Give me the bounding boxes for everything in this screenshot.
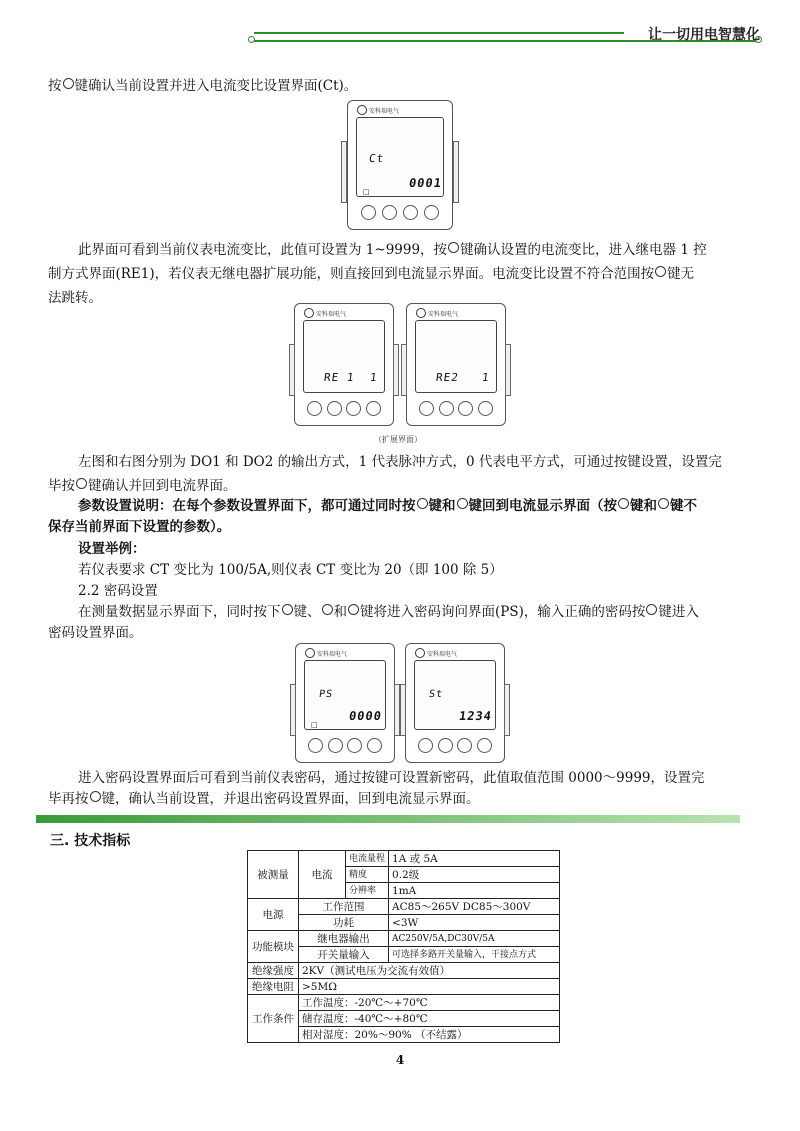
- lcd-value: 0000: [348, 709, 383, 723]
- meter-button-2: [327, 401, 342, 416]
- meter-side-clip-right: [505, 344, 511, 396]
- cell-work-range-value: AC85～265V DC85～300V: [389, 899, 560, 915]
- cell-measured: 被测量: [248, 851, 299, 899]
- right-key-icon: [348, 604, 359, 615]
- cell-accuracy-label: 精度: [346, 867, 389, 883]
- cell-function: 功能模块: [248, 931, 299, 963]
- meter-button-3: [347, 738, 362, 753]
- meter-brand: 安科瑞电气: [416, 308, 458, 318]
- cell-condition-1: 工作温度：-20℃～+70℃: [299, 995, 560, 1011]
- meter-side-clip-left: [401, 344, 407, 396]
- meter-brand: 安科瑞电气: [305, 648, 347, 658]
- meter-screen: [356, 117, 444, 197]
- lcd-value: 1: [481, 371, 491, 384]
- meter-ps: [295, 643, 395, 763]
- cell-resolution-value: 1mA: [389, 883, 560, 899]
- meter-button-1: [419, 401, 434, 416]
- meter-side-clip-left: [289, 344, 295, 396]
- cell-power: 电源: [248, 899, 299, 931]
- set-key-icon: [63, 78, 74, 89]
- cell-relay-label: 继电器输出: [299, 931, 389, 947]
- left-key-icon: [282, 604, 293, 615]
- para-ct-intro: 按 键确认当前设置并进入电流变比设置界面(Ct)。: [48, 78, 358, 94]
- para-param-note-2: 保存当前界面下设置的参数）。: [48, 519, 231, 535]
- meter-screen: [415, 320, 497, 393]
- lcd-value: 0001: [408, 176, 443, 190]
- up-key-icon: [322, 604, 333, 615]
- meter-button-2: [439, 401, 454, 416]
- brand-logo-icon: [305, 648, 315, 658]
- brand-logo-icon: [416, 308, 426, 318]
- section-title: 三. 技术指标: [50, 833, 131, 849]
- meter-brand: 安科瑞电气: [357, 105, 399, 115]
- meter-side-clip-left: [400, 684, 406, 736]
- para-password-set-2: 毕再按 键，确认当前设置，并退出密码设置界面，回到电流显示界面。: [48, 791, 480, 807]
- meter-button-4: [424, 205, 439, 220]
- meter-buttons: [305, 401, 383, 417]
- meter-st: [405, 643, 505, 763]
- lcd-indicator-icon: □: [311, 721, 318, 729]
- left-key-icon: [618, 498, 629, 509]
- meter-button-1: [307, 401, 322, 416]
- cell-condition-2: 储存温度：-40℃～+80℃: [299, 1011, 560, 1027]
- cell-insulation-strength-label: 绝缘强度: [248, 963, 299, 979]
- meter-screen: [304, 660, 386, 730]
- meter-button-3: [457, 738, 472, 753]
- cell-relay-value: AC250V/5A,DC30V/5A: [389, 931, 560, 947]
- header-dot-left: [248, 36, 255, 43]
- cell-accuracy-value: 0.2级: [389, 867, 560, 883]
- lcd-value: 1234: [458, 709, 493, 723]
- para-password-2: 密码设置界面。: [48, 625, 143, 641]
- cell-condition-3: 相对湿度：20%～90% （不结露）: [299, 1027, 560, 1043]
- meter-button-2: [382, 205, 397, 220]
- lcd-label: St: [428, 689, 444, 700]
- set-key-icon: [90, 791, 101, 802]
- lcd-label: PS: [318, 689, 334, 700]
- meter-button-1: [308, 738, 323, 753]
- brand-logo-icon: [357, 105, 367, 115]
- meter-buttons: [416, 738, 494, 754]
- para-ct-description: 此界面可看到当前仪表电流变比，此值可设置为 1~9999，按 键确认设置的电流变比，进入继电器 1 控: [78, 242, 707, 258]
- subsection-title: 2.2 密码设置: [78, 583, 158, 599]
- meter-button-1: [418, 738, 433, 753]
- spec-table: [247, 850, 560, 1043]
- para-ct-description-2: 制方式界面(RE1)，若仪表无继电器扩展功能，则直接回到电流显示界面。电流变比设置不符合范围按 键无: [48, 266, 695, 282]
- set-key-icon: [76, 478, 87, 489]
- right-key-icon: [457, 498, 468, 509]
- brand-logo-icon: [304, 308, 314, 318]
- set-key-icon: [448, 242, 459, 253]
- meter-button-4: [367, 738, 382, 753]
- header-slogan: 让一切用电智慧化: [648, 27, 760, 43]
- lcd-indicator-icon: □: [363, 188, 370, 196]
- para-password: 在测量数据显示界面下，同时按下 键、 和 键将进入密码询问界面(PS)，输入正确的密码按 键进入: [78, 604, 699, 620]
- meter-button-2: [328, 738, 343, 753]
- lcd-label: Ct: [368, 152, 386, 165]
- cell-conditions: 工作条件: [248, 995, 299, 1043]
- lcd-label: RE2: [435, 371, 460, 384]
- meter-side-clip-right: [393, 344, 399, 396]
- meter-ct: [347, 100, 453, 230]
- cell-consumption-value: <3W: [389, 915, 560, 931]
- meter-buttons: [306, 738, 384, 754]
- brand-logo-icon: [415, 648, 425, 658]
- para-password-set: 进入密码设置界面后可看到当前仪表密码，通过按键可设置新密码，此值取值范围 0000～9999，设置完: [78, 770, 705, 786]
- meter-button-1: [361, 205, 376, 220]
- cell-switch-label: 开关量输入: [299, 947, 389, 963]
- cell-consumption-label: 功耗: [299, 915, 389, 931]
- cell-range-label: 电流量程: [346, 851, 389, 867]
- meter-side-clip-left: [290, 684, 296, 736]
- meter-button-3: [403, 205, 418, 220]
- set-key-icon: [646, 604, 657, 615]
- cell-insulation-resistance-label: 绝缘电阻: [248, 979, 299, 995]
- set-key-icon: [655, 266, 666, 277]
- lcd-label: RE 1: [323, 371, 356, 384]
- meter-buttons: [417, 401, 495, 417]
- meter-side-clip-left: [341, 141, 347, 203]
- header-line-upper: [254, 32, 624, 34]
- meter-side-clip-right: [453, 141, 459, 203]
- para-do-output-2: 毕按 键确认并回到电流界面。: [48, 478, 237, 494]
- cell-work-range-label: 工作范围: [299, 899, 389, 915]
- meter-button-3: [458, 401, 473, 416]
- meter-button-2: [438, 738, 453, 753]
- meter-screen: [303, 320, 385, 393]
- section-divider: [36, 815, 740, 823]
- meter-button-4: [366, 401, 381, 416]
- meter-screen: [414, 660, 496, 730]
- para-do-output: 左图和右图分别为 DO1 和 DO2 的输出方式，1 代表脉冲方式，0 代表电平方式，可通过按键设置，设置完: [78, 454, 722, 470]
- example-title: 设置举例：: [78, 541, 146, 557]
- right-key-icon: [658, 498, 669, 509]
- left-key-icon: [417, 498, 428, 509]
- meter-side-clip-right: [504, 684, 510, 736]
- cell-switch-value: 可选择多路开关量输入，干接点方式: [389, 947, 560, 963]
- cell-resolution-label: 分辨率: [346, 883, 389, 899]
- lcd-value: 1: [369, 371, 379, 384]
- meter-brand: 安科瑞电气: [415, 648, 457, 658]
- meter-re1: [294, 303, 394, 426]
- para-ct-description-3: 法跳转。: [48, 290, 102, 306]
- header-line-main: [254, 40, 639, 42]
- cell-insulation-resistance-value: >5MΩ: [299, 979, 560, 995]
- cell-range-value: 1A 或 5A: [389, 851, 560, 867]
- para-param-note: 参数设置说明：在每个参数设置界面下，都可通过同时按 键和 键回到电流显示界面（按 键和 键不: [78, 498, 697, 514]
- example-body: 若仪表要求 CT 变比为 100/5A,则仪表 CT 变比为 20（即 100 除 5）: [78, 562, 503, 578]
- cell-insulation-strength-value: 2KV（测试电压为交流有效值）: [299, 963, 560, 979]
- meter-brand: 安科瑞电气: [304, 308, 346, 318]
- meter-button-4: [478, 401, 493, 416]
- meter-button-4: [477, 738, 492, 753]
- meter-re2: [406, 303, 506, 426]
- meter-button-3: [346, 401, 361, 416]
- meter-buttons: [358, 205, 442, 221]
- cell-current: 电流: [299, 851, 346, 899]
- page-number: 4: [395, 1053, 405, 1067]
- figure-caption: （扩展界面）: [374, 435, 422, 444]
